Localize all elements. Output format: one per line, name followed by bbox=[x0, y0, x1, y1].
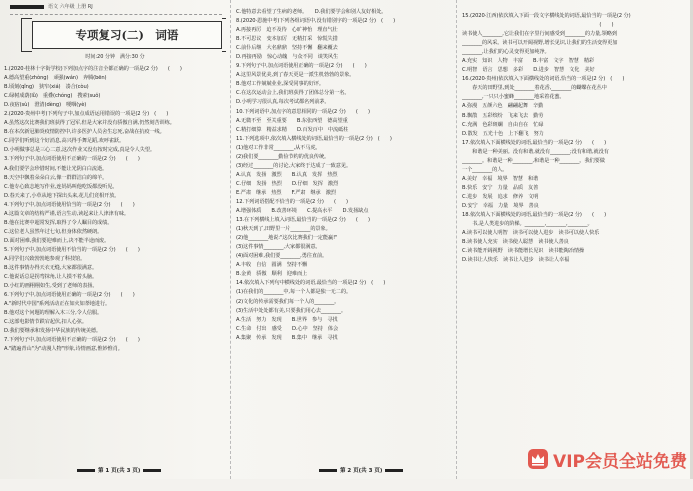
question-line: 2.(2020·贵州中考)下列句子中,加点成语运用错误的一项是(2 分) ( ) bbox=[4, 111, 169, 118]
question-line: A.弥漫 五颜六色 翩翩起舞 辛勤 bbox=[462, 103, 544, 110]
footer-page-number: 第 2 页(共 3 页) bbox=[340, 468, 383, 474]
question-line: B.天空中飘着朵朵白云,像一群群洁白的绵羊。 bbox=[4, 174, 108, 181]
question-line: 11.下列选项中,依次填入横线处的词语,最恰当的一项是(2 分) ( ) bbox=[236, 135, 392, 142]
question-line: 13.在下列横线上填入词语,最恰当的一项是(2 分) ( ) bbox=[236, 217, 370, 224]
question-line: D.再接再励 惊心动魄 与众不同 谈笑风生 bbox=[236, 54, 339, 61]
question-line: C.绿树成荫(lǜ) 重叠(chóng) 搜索(suǒ) bbox=[4, 93, 101, 100]
question-line: B.金黄 骄傲 顺利 迎难而上 bbox=[236, 271, 308, 278]
header-text: 语文 六年级 上册 RJ bbox=[48, 4, 93, 10]
question-line: 18.依次填入下面横线处的词语,最恰当的一项是(2 分) ( ) bbox=[462, 212, 607, 219]
footer-page-number: 第 1 页(共 3 页) bbox=[98, 468, 141, 474]
question-line: ________,让我们的心灵变得更加纯净。 bbox=[462, 49, 550, 56]
question-line: C.仔细 发扬 热烈 D.仔细 发挥 激烈 bbox=[236, 180, 339, 187]
question-line: A.认真 发扬 激烈 B.认真 发挥 热烈 bbox=[236, 171, 338, 178]
question-line: D.春天来了,小草从地下探出头来,花儿们竞相开放。 bbox=[4, 192, 120, 199]
question-line: D.小明做事总是三心二意,这次作业又没有按时完成,真是令人失望。 bbox=[4, 147, 155, 154]
footer-bar bbox=[143, 469, 161, 472]
question-line: A.集聚 传承 发现 B.集中 继承 寻找 bbox=[236, 334, 338, 341]
question-line: C.他专心致志地写作业,连妈妈叫他吃饭都没听见。 bbox=[4, 183, 118, 190]
question-line: (1)在我们的________中,每一个人都是独一无二的。 bbox=[236, 289, 352, 296]
question-line: (2)我们要________勤俭节约的优良传统。 bbox=[236, 153, 330, 160]
question-line: C.读书能开阔视野 读书能增长见识 读书能陶冶情操 bbox=[462, 248, 585, 255]
question-line: (2)文化的传承需要我们每一个人的________。 bbox=[236, 298, 340, 305]
question-line: ________,一只只小蜜蜂________地采着花蜜。 bbox=[462, 94, 565, 101]
footer-bar bbox=[319, 469, 337, 472]
question-line: C.生命 付出 感受 D.心中 坚持 体会 bbox=[236, 325, 339, 332]
watermark-text: VIP会员全站免费 bbox=[553, 451, 687, 472]
question-line: C.在这次运动会上,我们班获得了团体总分第一名。 bbox=[236, 90, 350, 97]
question-line: A.增强体质 B.改善环境 C.提高水平 D.发扬缺点 bbox=[236, 208, 369, 215]
footer-bar bbox=[385, 469, 403, 472]
question-line: 7.下列句子中,加点词语使用不正确的一项是(2 分) ( ) bbox=[4, 337, 140, 344]
question-line: 3.下列句子中,加点词语使用不正确的一项是(2 分) ( ) bbox=[4, 156, 140, 163]
question-line: 书,是人类进步的阶梯。________,________,________。 bbox=[462, 221, 593, 228]
question-line: A.同学们兴致勃勃地参观了科技馆。 bbox=[4, 255, 86, 262]
question-line: 15.(2020·江西)依次填入下面一段文字横线处的词语,最恰当的一项是(2 分) bbox=[462, 13, 631, 19]
question-line: A."新时代中国"系列活动正在如火如荼地进行。 bbox=[4, 301, 111, 308]
question-line: C.充满 色彩斑斓 自由自在 忙碌 bbox=[462, 121, 544, 128]
question-line: 1.(2020·桂林十字街学校)下列加点字的注音全都正确的一项是(2 分) ( ) bbox=[4, 66, 182, 72]
question-line: 9.下列句子中,加点词语使用正确的一项是(2 分) ( ) bbox=[236, 63, 367, 70]
question-line: (3)生活中处处都有美,只要我们用心去________。 bbox=[236, 307, 346, 314]
question-line: E.严肃 继承 热烈 F.严肃 继承 激烈 bbox=[236, 189, 336, 196]
question-line: (3)经过________的讨论,大家终于达成了一致意见。 bbox=[236, 162, 352, 169]
question-line: B.他对这个问题的理解入木三分,令人信服。 bbox=[4, 310, 103, 317]
question-line: D.读书让人快乐 读书让人进步 读书让人幸福 bbox=[462, 257, 570, 264]
question-line: A."踏遍青山"为"动漫人物"形象,诗情画意,惟妙惟肖。 bbox=[4, 346, 123, 353]
question-line: 10.下列词语中,加点字的意思相同的一项是(2 分) ( ) bbox=[236, 108, 370, 115]
question-line: B.他对工作兢兢业业,深受同事的好评。 bbox=[236, 81, 324, 88]
question-line: (4)面对困难,我们要________,勇往直前。 bbox=[236, 253, 328, 260]
question-line: B.快乐 安宁 力量 品质 友善 bbox=[462, 184, 539, 191]
question-line: (2)他________地说:"这次比赛我们一定能赢!" bbox=[236, 235, 338, 242]
question-line: (1)秋天到了,田野里一片________的景象。 bbox=[236, 226, 331, 233]
question-line: A.读书可以使人明智 读书可以使人进步 读书可以使人快乐 bbox=[462, 230, 600, 237]
question-line: A.再接再厉 迫不及待 心旷神怡 理直气壮 bbox=[236, 27, 338, 34]
question-line: B.顷刻(qǐng) 狭窄(xiá) 凑合(còu) bbox=[4, 84, 89, 91]
question-line: C.同学们听到这个好消息,高兴得手舞足蹈,欢呼雀跃。 bbox=[4, 138, 125, 145]
question-line: 16.(2020·贵州)依次填入下面横线处的词语,恰当的一项是(2 分) ( ) bbox=[462, 76, 625, 83]
crown-badge-icon bbox=[527, 448, 549, 470]
question-line: 5.下列句子中,加点词语使用不恰当的一项是(2 分) ( ) bbox=[4, 246, 140, 253]
question-line: D.散发 五光十色 上下翻飞 努力 bbox=[462, 130, 544, 137]
question-line: 14.依次填入下列句中横线处的词语,最恰当的一项是(2 分) ( ) bbox=[236, 280, 386, 287]
question-list bbox=[236, 8, 450, 343]
question-line: A.虽然这次比赛我们班获得了冠军,但是大家并没有骄傲自满,仍然刻苦训练。 bbox=[4, 120, 175, 127]
question-line: 读书使人________,它让我们在字里行间感受到________的力量,领略到 bbox=[462, 31, 617, 38]
question-line: B.这件事情办得天衣无缝,大家都很满意。 bbox=[4, 265, 98, 272]
question-line: D.小红的画栩栩如生,受到了老师的表扬。 bbox=[4, 283, 98, 290]
question-line: C.这位老人虽然年过七旬,但身体依然硬朗。 bbox=[4, 228, 103, 235]
question-line: 6.下列句子中,加点词语使用正确的一项是(2 分) ( ) bbox=[4, 292, 135, 299]
question-line: 一个________的人。 bbox=[462, 166, 508, 173]
question-line: A.充实 知识 人物 丰富 B.丰富 文字 智慧 精彩 bbox=[462, 58, 595, 65]
time-score-info: 时间:20 分钟 满分:30 分 bbox=[85, 54, 145, 60]
question-line: B.读书使人充实 读书使人聪慧 读书使人善良 bbox=[462, 239, 569, 246]
question-list bbox=[462, 12, 690, 265]
page-footer bbox=[74, 467, 164, 475]
question-line: A.我们要学会珍惜时间,不能让光阴白白流逝。 bbox=[4, 165, 108, 172]
question-line: 4.下列句子中,加点词语使用恰当的一项是(2 分) ( ) bbox=[4, 201, 135, 208]
question-line: A.生活 努力 发现 B.世界 参与 寻找 bbox=[236, 316, 338, 323]
question-line: B.在本次新冠肺炎疫情防控中,许多医护人员舍生忘死,奋战在抗疫一线。 bbox=[4, 129, 165, 136]
binding-line bbox=[456, 0, 458, 479]
question-line: A.无微不至 至关重要 B.东张西望 德高望重 bbox=[236, 117, 348, 124]
question-line: C.他说话总是拐弯抹角,让人摸不着头脑。 bbox=[4, 274, 98, 281]
question-line: D.小明学习很认真,每次考试都名列前茅。 bbox=[236, 99, 330, 106]
question-list bbox=[4, 65, 226, 355]
question-line: A.美好 幸福 境界 智慧 和谐 bbox=[462, 175, 539, 182]
question-line: B.飘散 五彩缤纷 飞来飞去 勤劳 bbox=[462, 112, 544, 119]
question-line: 17.依次填入下面横线处的词语,最恰当的一项是(2 分) ( ) bbox=[462, 139, 607, 146]
column-1 bbox=[4, 0, 226, 479]
question-line: C.精打细算 精益求精 D.百发百中 中流砥柱 bbox=[236, 126, 349, 133]
footer-bar bbox=[77, 469, 95, 472]
question-line: D.夜宿(sù) 澄清(dèng) 哽咽(yè) bbox=[4, 102, 87, 109]
question-line: A.这里风景优美,到了春天更是一派生机勃勃的景象。 bbox=[236, 72, 355, 79]
question-line: ________的风采。读书可以开阔视野,增长见识,让我们的生活变得更加 bbox=[462, 40, 618, 47]
question-line: D.安宁 幸福 力量 境界 善良 bbox=[462, 202, 539, 209]
vip-watermark bbox=[527, 445, 687, 473]
question-line: C.前仆后继 大名鼎鼎 坚持不懈 翻来覆去 bbox=[236, 45, 338, 52]
header-bar bbox=[10, 5, 44, 9]
question-line: (1)他对工作非常________,从不马虎。 bbox=[236, 144, 321, 151]
question-line: 和谐是一种美丽。没有和谐,就没有________;没有和谐,就没有 bbox=[462, 148, 609, 155]
column-3 bbox=[462, 12, 690, 491]
question-line: B.不可思议 变本加厉 无精打采 惊慌失措 bbox=[236, 36, 338, 43]
question-line: ________。和谐是一种________,和谐是一种________。我们要做 bbox=[462, 157, 605, 164]
question-line: D.我们要继承和发扬中华民族的传统美德。 bbox=[4, 328, 102, 335]
question-line: C.明智 语言 思想 多彩 D.进步 智慧 文化 美好 bbox=[462, 67, 595, 74]
question-line: ( ) bbox=[462, 22, 614, 29]
column-2 bbox=[236, 8, 450, 487]
question-line: 8.(2020·恩施中考)下列各组词语中,没有错别字的一项是(2 分) ( ) bbox=[236, 18, 396, 25]
question-line: A.这篇文章的结构严谨,语言生动,读起来让人津津有味。 bbox=[4, 210, 130, 217]
question-line: C.这部电影情节跌宕起伏,扣人心弦。 bbox=[4, 319, 87, 326]
question-line: C.进步 发展 追求 修养 文明 bbox=[462, 193, 539, 200]
question-line: C.他特意去看望了生病的老师。 D.我们要学会和别人友好相处。 bbox=[236, 9, 387, 15]
question-line: D.面对困难,我们要迎难而上,决不能半途而废。 bbox=[4, 237, 110, 244]
question-line: B.他在比赛中超常发挥,取得了令人瞩目的成绩。 bbox=[4, 219, 113, 226]
question-line: 12.下列词语搭配不恰当的一项是(2 分) ( ) bbox=[236, 198, 348, 205]
question-line: 春天的田野里,到处________着花香,________的蝴蝶在花丛中 bbox=[462, 85, 607, 92]
binding-line bbox=[230, 0, 232, 479]
page-footer bbox=[316, 467, 406, 475]
question-line: A.德高望重(zhòng) 顽强(wán) 奔腾(bēn) bbox=[4, 75, 107, 82]
section-title: 专项复习(二) 词语 bbox=[32, 21, 222, 49]
header-strip bbox=[10, 0, 222, 15]
question-line: A.丰收 自信 圆满 坚持不懈 bbox=[236, 262, 308, 269]
question-line: (3)这件事情________,大家都很满意。 bbox=[236, 244, 321, 251]
